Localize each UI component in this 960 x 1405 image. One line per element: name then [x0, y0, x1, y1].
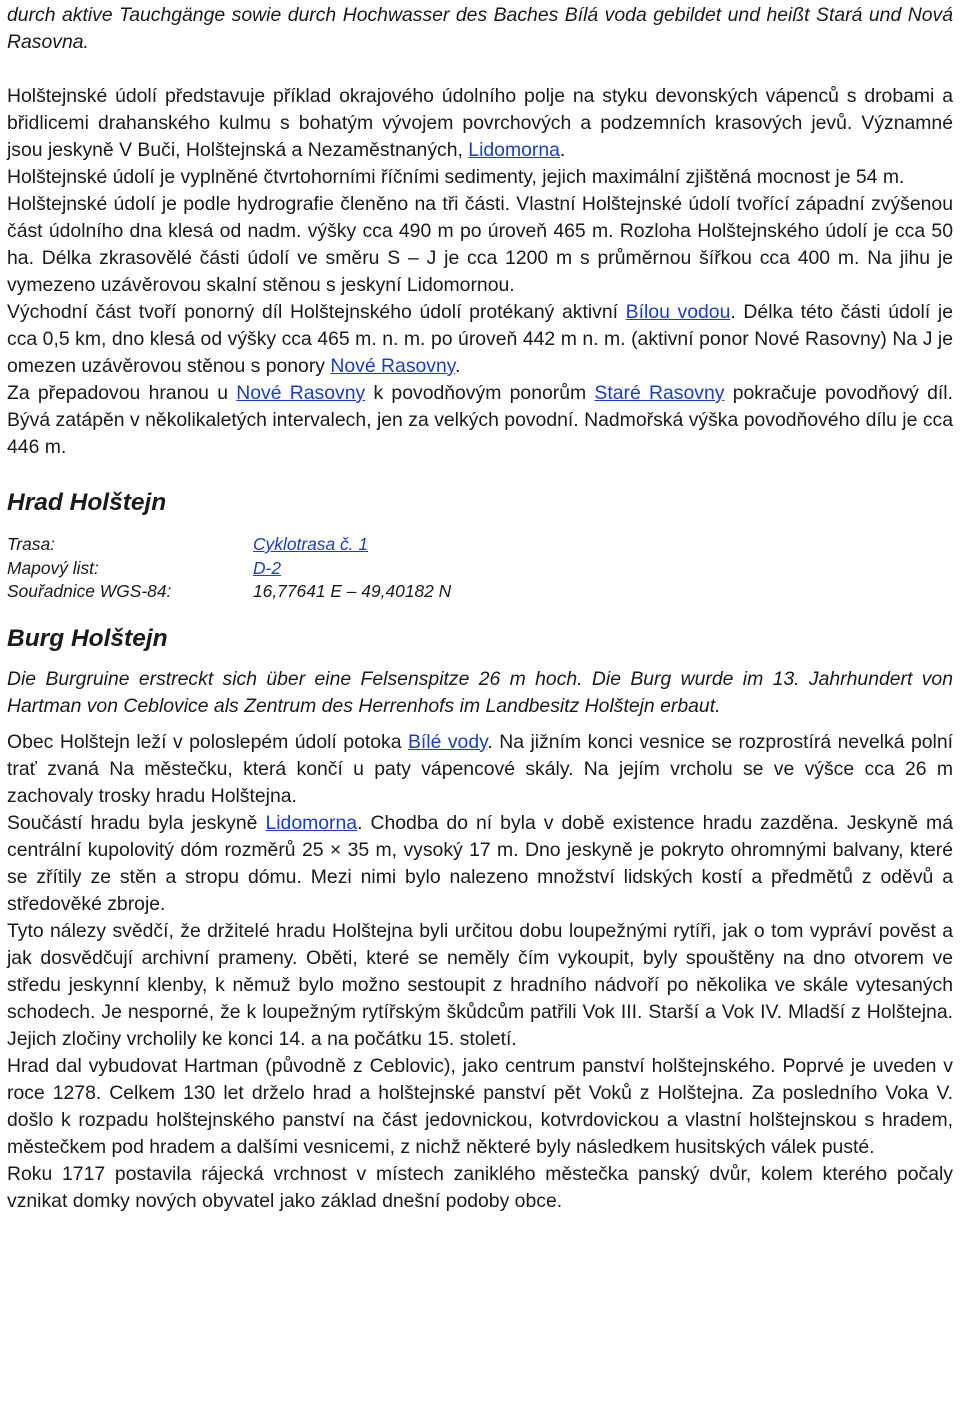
village-p2-text-2: . Chodba do ní byla v době existence hradu zazděna. Jeskyně má centrální kupolovitý dóm rozměrů 25 × 35 m, vysoký 17 m. Dno jeskyně je pokryto ohromnými balvany, které se zřítily ze stěn a stropu dómu. Mezi nimi bylo nalezeno množství lidských kostí a předmětů z oděvů a středověké zbroje. — [7, 811, 953, 915]
link-nove-rasovny[interactable]: Nové Rasovny — [330, 355, 456, 377]
village-paragraph-5: Roku 1717 postavila rájecká vrchnost v místech zaniklého městečka panský dvůr, kolem kterého počaly vznikat domky nových obyvatel jako základ dnešní podoby obce. — [7, 1162, 953, 1212]
link-lidomorna-2[interactable]: Lidomorna — [265, 811, 358, 834]
map-link[interactable]: D-2 — [253, 557, 282, 578]
valley-p4-text: Východní část tvoří ponorný díl Holštejnského údolí protékaný aktivní — [7, 301, 626, 323]
village-p1-text-2: . Na jižním konci vesnice se rozprostírá nevelká polní trať zvaná Na městečku, která končí u paty vápencové skály. Na jejím vrcholu se ve výšce cca 26 m zachovaly trosky hradu Holštejna. — [7, 730, 953, 807]
burg-heading: Burg Holštejn — [7, 624, 168, 652]
link-bilou-vodou[interactable]: Bílou vodou — [625, 301, 731, 323]
coords-label: Souřadnice WGS-84: — [7, 581, 172, 601]
info-row-coords — [7, 580, 953, 604]
valley-p1-text: Holštejnské údolí představuje příklad okrajového údolního polje na styku devonských vápenců s drobami a břidlicemi drahanského kulmu s bohatým vývojem povrchových a podzemních krasových jevů. Významné jsou jeskyně V Buči, Holštejnská a Nezaměstnaných, — [7, 85, 953, 161]
info-row-map — [7, 557, 953, 581]
link-lidomorna[interactable]: Lidomorna — [468, 139, 560, 161]
valley-p4-end: . — [455, 355, 461, 377]
coords-value: 16,77641 E – 49,40182 N — [253, 581, 452, 601]
link-stare-rasovny[interactable]: Staré Rasovny — [594, 382, 725, 404]
village-paragraph-3: Tyto nálezy svědčí, že držitelé hradu Holštejna byli určitou dobu loupežnými rytíři, jak o tom vypráví pověst a jak dosvědčují archivní prameny. Oběti, které se neměly čím vykoupit, byly spouštěny na dno otvorem ve středu jeskynní klenby, k němuž bylo možno sestoupit z hradního nádvoří po několika ve skále vytesaných schodech. Je nesporné, že k loupežným rytířským škůdcům patřili Vok III. Starší a Vok IV. Mladší z Holštejna. Jejich zločiny vrcholily ke konci 14. a na počátku 15. století. — [7, 919, 953, 1050]
castle-heading: Hrad Holštejn — [7, 489, 167, 516]
route-label: Trasa: — [7, 534, 55, 554]
village-paragraph-4: Hrad dal vybudovat Hartman (původně z Ceblovic), jako centrum panství holštejnského. Poprvé je uveden v roce 1278. Celkem 130 let drželo hrad a holštejnské panství pět Voků z Holštejna. Za posledního Voka V. došlo k rozpadu holštejnského panství na část jedovnickou, kotvrdovickou a vlastní holštejnskou s hradem, městečkem pod hradem a dalšími vesnicemi, z nichž některé byly následkem husitských válek pusté. — [7, 1054, 953, 1158]
valley-paragraph-4 — [7, 299, 953, 380]
valley-paragraph-2: Holštejnské údolí je vyplněné čtvrtohorními říčními sedimenty, jejich maximální zjištěná mocnost je 54 m. — [7, 166, 905, 188]
document-page — [7, 2, 953, 1215]
village-paragraph-1 — [7, 729, 953, 810]
valley-p5-text: Za přepadovou hranou u — [7, 382, 237, 404]
map-label: Mapový list: — [7, 557, 99, 578]
valley-p4-text-2: . Délka této části údolí je cca 0,5 km, dno klesá od výšky cca 465 m. n. m. po úroveň 442 m n. m. (aktivní ponor Nové Rasovny) Na J je omezen uzávěrovou stěnou s ponory — [7, 301, 953, 377]
village-p1-text: Obec Holštejn leží v poloslepém údolí potoka — [7, 730, 408, 753]
info-row-route — [7, 533, 953, 557]
valley-p1-end: . — [559, 139, 566, 161]
link-nove-rasovny-2[interactable]: Nové Rasovny — [236, 382, 366, 404]
village-paragraph-2 — [7, 810, 953, 918]
valley-p5-end: pokračuje povodňový díl. Bývá zatápěn v několikaletých intervalech, jen za velkých povodní. Nadmořská výška povodňového dílu je cca 446 m. — [7, 382, 953, 458]
link-bile-vody[interactable]: Bílé vody — [407, 730, 488, 753]
valley-p5-text-2: k povodňovým ponorům — [365, 382, 595, 404]
village-p2-text: Součástí hradu byla jeskyně — [7, 811, 266, 834]
valley-paragraph-5 — [7, 380, 953, 461]
german-intro-text: durch aktive Tauchgänge sowie durch Hochwasser des Baches Bílá voda gebildet und heißt Stará und Nová Rasovna. — [7, 4, 953, 53]
route-link[interactable]: Cyklotrasa č. 1 — [253, 534, 369, 554]
burg-german-text: Die Burgruine erstreckt sich über eine Felsenspitze 26 m hoch. Die Burg wurde im 13. Jahrhundert von Hartman von Ceblovice als Zentrum des Herrenhofs im Landbesitz Holštejn erbaut. — [7, 667, 953, 717]
info-table — [7, 533, 953, 604]
german-intro-tail — [7, 2, 953, 56]
valley-paragraph-3: Holštejnské údolí je podle hydrografie členěno na tři části. Vlastní Holštejnské údolí tvořící západní zvýšenou část údolního dna klesá od nadm. výšky cca 490 m po úroveň 465 m. Rozloha Holštejnského údolí je cca 50 ha. Délka zkrasovělé části údolí ve směru S – J je cca 1200 m s průměrnou šířkou cca 400 m. Na jihu je vymezeno uzávěrovou skalní stěnou s jeskyní Lidomornou. — [7, 193, 953, 296]
valley-paragraph-1 — [7, 83, 953, 164]
